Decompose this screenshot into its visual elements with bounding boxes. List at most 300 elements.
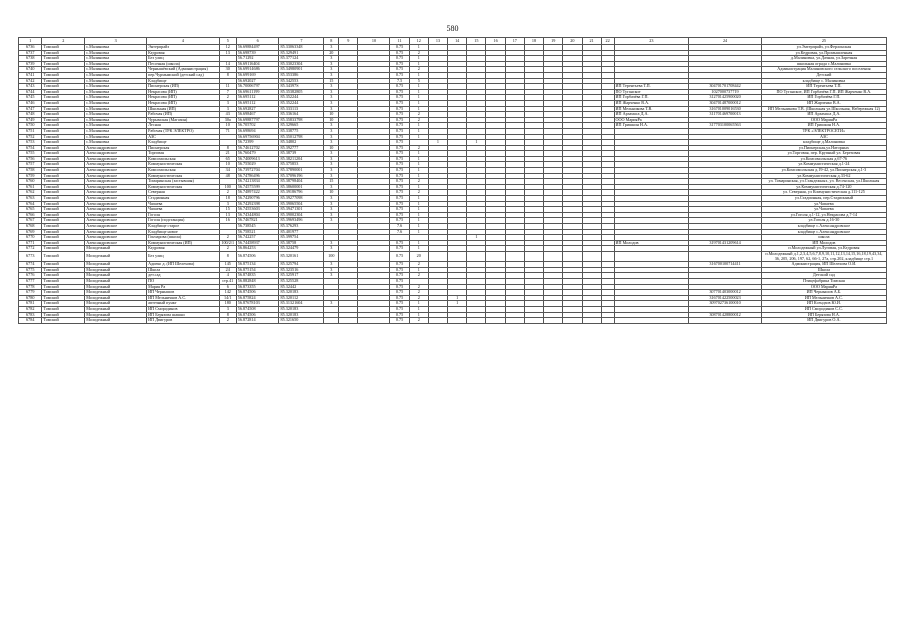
table-cell: 56.698739 xyxy=(236,50,279,56)
table-cell: 85.338775 xyxy=(279,128,324,134)
table-cell: 1 xyxy=(428,140,447,146)
table-cell: 2 xyxy=(409,273,428,279)
table-cell: 1 xyxy=(409,267,428,273)
table-cell: 319701431209614 xyxy=(689,240,762,246)
table-cell: Стадионная xyxy=(147,196,220,202)
table-cell: 12 xyxy=(219,45,236,51)
table-cell: 85.376293 xyxy=(279,224,324,230)
table-cell: 56.882848 xyxy=(236,278,279,284)
table-cell: 0.75 xyxy=(390,134,409,140)
table-cell: Некрасова (ИП) xyxy=(147,89,220,95)
table-cell: ИП Гришкин Н.А. xyxy=(761,123,886,129)
table-cell: Гоголя xyxy=(147,212,220,218)
table-cell: 1 xyxy=(409,61,428,67)
table-cell: 15 xyxy=(324,78,339,84)
table-cell: Адиеко д. (ИП Шелехова) xyxy=(147,262,220,268)
table-cell: 10 xyxy=(324,117,339,123)
table-cell: 85.399754 xyxy=(279,235,324,241)
table-cell: 1 xyxy=(409,89,428,95)
table-cell: Томский xyxy=(42,246,85,252)
table-cell: ИП Горбачёва Г.П. xyxy=(614,95,689,101)
table-cell: Томский xyxy=(42,100,85,106)
table-cell: Александровское xyxy=(85,201,147,207)
table-cell: Кладбище старое xyxy=(147,224,220,230)
table-cell: 1 xyxy=(409,184,428,190)
table-cell: Школа xyxy=(761,267,886,273)
table-cell: 6752 xyxy=(19,134,42,140)
table-cell: 1 xyxy=(409,207,428,213)
table-cell: Томский xyxy=(42,67,85,73)
table-cell: Чапаева xyxy=(147,201,220,207)
table-cell: Томский xyxy=(42,224,85,230)
table-cell: с.Малиновка xyxy=(85,45,147,51)
table-cell xyxy=(467,251,486,261)
table-cell: Песочная (школа) xyxy=(147,61,220,67)
table-cell: 6754 xyxy=(19,145,42,151)
table-cell: Птицефабрика Томская xyxy=(761,278,886,284)
table-cell: 6744 xyxy=(19,89,42,95)
column-number: 25 xyxy=(761,38,886,45)
table-cell: 308701428800012 xyxy=(689,312,762,318)
table-cell: ул.Кедровая, ул.Промышленная xyxy=(761,50,886,56)
table-cell: 10 xyxy=(219,123,236,129)
table-cell: 0.75 xyxy=(390,50,409,56)
table-cell: Чернышёвский (Администрация) xyxy=(147,67,220,73)
table-cell: 0.75 xyxy=(390,273,409,279)
table-cell: п.Молодежный д.1,2,3,4,5,6,7,8,9,10,11,12,13,14,15,16,18,19,43,34, 36, 205, 206, 197, 62, 66-1, 27а, стр.202, кладбище стр.1 xyxy=(761,251,886,261)
table-cell: 7.5 xyxy=(390,78,409,84)
table-cell: 3 xyxy=(324,95,339,101)
table-cell: 1 xyxy=(467,235,486,241)
table-cell: 100 xyxy=(219,184,236,190)
table-cell: 56.74786496 xyxy=(236,173,279,179)
table-cell: 85.39186796 xyxy=(279,190,324,196)
table-cell: 56.872814 xyxy=(236,318,279,324)
table-cell xyxy=(505,318,524,324)
table-cell: 85.329665 xyxy=(279,123,324,129)
table-cell: 85.320183 xyxy=(279,290,324,296)
table-cell: ул.Пионерская,ул.Наторных xyxy=(761,145,886,151)
table-cell: Томский xyxy=(42,190,85,196)
table-cell: 85.39693496 xyxy=(279,218,324,224)
table-cell: 56.875154 xyxy=(236,267,279,273)
table-cell: 2 xyxy=(409,145,428,151)
table-cell: 56.72399 xyxy=(236,140,279,146)
table-cell: 0.75 xyxy=(390,95,409,101)
table-cell: 56.692027 xyxy=(236,78,279,84)
table-cell: 3 xyxy=(324,84,339,90)
table-cell: 312701425900020 xyxy=(689,95,762,101)
table-cell: 145 xyxy=(219,262,236,268)
table-cell xyxy=(614,251,689,261)
table-cell: 7.6 xyxy=(390,224,409,230)
table-cell: Александровское xyxy=(85,190,147,196)
table-cell: 0.75 xyxy=(390,201,409,207)
table-cell: Александровское xyxy=(85,235,147,241)
table-cell: 3 xyxy=(324,123,339,129)
table-cell: 2 xyxy=(409,117,428,123)
table-cell: Томский xyxy=(42,50,85,56)
table-cell: Александровское xyxy=(85,184,147,190)
table-cell: 3 xyxy=(324,162,339,168)
table-cell: Молодежный xyxy=(85,246,147,252)
table-cell: 85.37890001 xyxy=(279,168,324,174)
table-cell: 56.760479 xyxy=(236,151,279,157)
table-cell: Коммунистическая xyxy=(147,173,220,179)
table-cell: Томский xyxy=(42,229,85,235)
table-cell: 3 xyxy=(324,273,339,279)
table-cell: ИП Арзамаса Д.А. xyxy=(761,112,886,118)
table-cell: 85.38739 xyxy=(279,151,324,157)
table-cell: 56.74553603 xyxy=(236,207,279,213)
table-cell: 0.75 xyxy=(390,106,409,112)
table-cell: 0.75 xyxy=(390,156,409,162)
table-cell: 1 xyxy=(409,84,428,90)
table-cell: 56.695112 xyxy=(236,95,279,101)
table-cell: Томский xyxy=(42,156,85,162)
table-cell: 1 xyxy=(409,201,428,207)
table-cell: 6777 xyxy=(19,278,42,284)
table-cell: 1 xyxy=(409,100,428,106)
table-cell xyxy=(582,318,601,324)
table-cell: 6 xyxy=(219,284,236,290)
table-cell: 20 xyxy=(409,251,428,261)
table-cell: 56.69887797 xyxy=(236,117,279,123)
table-cell: 304701487000012 xyxy=(689,100,762,106)
table-cell: 56.74292398 xyxy=(236,201,279,207)
table-cell: 10 xyxy=(324,190,339,196)
table-cell xyxy=(428,251,447,261)
table-cell: 56.69884497 xyxy=(236,45,279,51)
registry-table-container xyxy=(18,37,887,324)
table-cell: 6741 xyxy=(19,72,42,78)
table-cell: АЗС xyxy=(147,134,220,140)
table-body xyxy=(19,45,887,324)
table-cell: кладбище с. Малиновка xyxy=(761,78,886,84)
table-cell: Молодежный xyxy=(85,318,147,324)
table-cell: 85.35382805 xyxy=(279,89,324,95)
table-cell: Администрация, ИП Шелехова О.И. xyxy=(761,262,886,268)
table-cell: 3 xyxy=(219,201,236,207)
table-cell: 11 xyxy=(219,84,236,90)
table-cell: 0.75 xyxy=(390,145,409,151)
table-cell: 56.874506 xyxy=(236,312,279,318)
table-cell: 3 xyxy=(324,196,339,202)
table-cell: Томский xyxy=(42,117,85,123)
table-cell: 7.6 xyxy=(390,229,409,235)
table-cell xyxy=(524,251,543,261)
column-number: 22 xyxy=(601,38,614,45)
table-cell: 56.74213834 xyxy=(236,179,279,185)
table-cell: Александровское xyxy=(85,151,147,157)
table-cell: ул.Стадионная, пер.Стадионный xyxy=(761,196,886,202)
table-cell: Томский xyxy=(42,196,85,202)
table-cell: 1 xyxy=(409,173,428,179)
table-cell: Комсомольская xyxy=(147,168,220,174)
table-row xyxy=(19,318,887,324)
table-cell: 3 xyxy=(324,128,339,134)
table-cell: 6783 xyxy=(19,312,42,318)
column-number: 16 xyxy=(486,38,505,45)
table-cell xyxy=(524,318,543,324)
table-cell: 6753 xyxy=(19,140,42,146)
table-cell: 3 xyxy=(324,207,339,213)
column-number: 4 xyxy=(147,38,220,45)
table-cell: 6766 xyxy=(19,212,42,218)
table-cell: 0.75 xyxy=(390,128,409,134)
table-cell: Молодежный xyxy=(85,306,147,312)
table-cell xyxy=(544,318,563,324)
table-cell: 0.75 xyxy=(390,278,409,284)
table-cell: 85.325794 xyxy=(279,262,324,268)
table-cell: 56.70006797 xyxy=(236,84,279,90)
table-cell: 6762 xyxy=(19,190,42,196)
table-cell: ПО Туганское, ИП Горбачёва Г.П. ИП Жарченко В.А. xyxy=(761,89,886,95)
table-cell: 0.75 xyxy=(390,190,409,196)
table-cell: 2 xyxy=(409,112,428,118)
table-cell: с.Малиновка xyxy=(85,128,147,134)
table-cell: 13 xyxy=(219,212,236,218)
table-cell: 0.75 xyxy=(390,100,409,106)
table-cell: 6782 xyxy=(19,306,42,312)
table-cell: 85.33023304 xyxy=(279,61,324,67)
table-cell: 10 xyxy=(219,162,236,168)
table-cell: 85.34980901 xyxy=(279,67,324,73)
table-cell: 6768 xyxy=(19,224,42,230)
table-cell: с.Малиновка xyxy=(85,95,147,101)
table-cell: 21 xyxy=(219,151,236,157)
table-cell: Томский xyxy=(42,218,85,224)
table-cell: Некрасова (ИП) xyxy=(147,100,220,106)
table-cell: 0.75 xyxy=(390,301,409,307)
table-cell: 0.75 xyxy=(390,117,409,123)
table-cell: 0.75 xyxy=(390,162,409,168)
table-cell: 14 xyxy=(219,61,236,67)
table-cell: ИП Берязова шашки xyxy=(147,312,220,318)
table-cell: 3 xyxy=(324,134,339,140)
table-cell: 2 xyxy=(409,67,428,73)
table-cell: Томский xyxy=(42,251,85,261)
table-cell: 0.75 xyxy=(390,72,409,78)
table-cell xyxy=(339,251,358,261)
table-cell: 6772 xyxy=(19,246,42,252)
table-cell: 0.75 xyxy=(390,61,409,67)
table-cell: 6755 xyxy=(19,151,42,157)
table-cell: 2 xyxy=(219,246,236,252)
table-cell: 8 xyxy=(219,312,236,318)
column-number: 23 xyxy=(614,38,689,45)
table-cell: 3 xyxy=(324,240,339,246)
table-row xyxy=(19,251,887,261)
column-number: 14 xyxy=(448,38,467,45)
table-cell: 3 xyxy=(324,246,339,252)
column-number: 1 xyxy=(19,38,42,45)
table-cell: 2 xyxy=(409,318,428,324)
table-cell: 8 xyxy=(219,72,236,78)
table-cell: Томский xyxy=(42,173,85,179)
table-cell: Томский xyxy=(42,168,85,174)
table-cell xyxy=(339,318,358,324)
table-cell: 1 xyxy=(409,134,428,140)
table-cell: 3 xyxy=(324,212,339,218)
table-cell xyxy=(563,318,582,324)
table-cell: ИП Двигуров О.А. xyxy=(761,318,886,324)
table-cell: 0.75 xyxy=(390,89,409,95)
table-cell: 6758 xyxy=(19,168,42,174)
table-cell: 85.320161 xyxy=(279,251,324,261)
table-cell: АЗС xyxy=(761,134,886,140)
table-cell: 6763 xyxy=(19,196,42,202)
table-cell: Томский xyxy=(42,78,85,84)
column-number: 2 xyxy=(42,38,85,45)
table-cell: 6740 xyxy=(19,67,42,73)
table-cell: 6771 xyxy=(19,240,42,246)
registry-table xyxy=(18,37,887,324)
table-cell: 85.375853 xyxy=(279,162,324,168)
table-cell: Лесная xyxy=(147,123,220,129)
table-cell: ул.Комсомольская д.67-76 xyxy=(761,156,886,162)
table-cell: 6751 xyxy=(19,128,42,134)
table-cell: 6743 xyxy=(19,84,42,90)
table-cell: Александровское xyxy=(85,162,147,168)
table-cell: 56.699169 xyxy=(236,72,279,78)
table-cell: 316701009016530 xyxy=(689,106,762,112)
table-cell: 85.320112 xyxy=(279,295,324,301)
table-cell: 85.401977 xyxy=(279,229,324,235)
table-cell: 56.873355 xyxy=(236,284,279,290)
table-cell: 0.75 xyxy=(390,184,409,190)
table-cell: ИП Смородинов xyxy=(147,306,220,312)
table-cell: 6773 xyxy=(19,251,42,261)
table-cell: 0.75 xyxy=(390,251,409,261)
table-cell: 6749 xyxy=(19,117,42,123)
table-cell: Томский xyxy=(42,140,85,146)
table-cell: 85.325917 xyxy=(279,273,324,279)
table-cell: 18 xyxy=(219,196,236,202)
table-cell: 1 xyxy=(409,301,428,307)
table-cell: кладбище д.Малиновка xyxy=(761,140,886,146)
table-cell: 1 xyxy=(409,156,428,162)
table-cell: 56.69756904 xyxy=(236,134,279,140)
table-cell: 0.75 xyxy=(390,290,409,296)
table-cell: 1 xyxy=(409,106,428,112)
table-cell: 6761 xyxy=(19,184,42,190)
table-cell: 0.75 xyxy=(390,112,409,118)
table-cell: ООО МарияРа xyxy=(761,117,886,123)
table-cell: 56.875824 xyxy=(236,295,279,301)
table-cell: 317703100065563 xyxy=(689,123,762,129)
table-cell xyxy=(563,251,582,261)
table-cell: Александровское xyxy=(85,196,147,202)
table-cell: с.Малиновка xyxy=(85,78,147,84)
table-cell: 85.33063348 xyxy=(279,45,324,51)
table-cell: 10 xyxy=(324,145,339,151)
table-cell: 1 xyxy=(409,95,428,101)
table-cell: 304701701708442 xyxy=(689,84,762,90)
table-cell: 0.75 xyxy=(390,284,409,290)
table-cell: ул.Коммунистическая д.1-24 xyxy=(761,162,886,168)
table-cell: ул.Коммунистическая д.74-120 xyxy=(761,184,886,190)
table-cell: Гоголя (подстанция) xyxy=(147,218,220,224)
table-cell: 85.35012798 xyxy=(279,134,324,140)
table-cell: ИП Мельникова Т.В. (Школьная ул.Школьная, Набережная 12) xyxy=(761,106,886,112)
table-cell: 2 xyxy=(409,295,428,301)
table-cell: Томский xyxy=(42,128,85,134)
table-cell: 14/1 xyxy=(219,295,236,301)
table-cell: Коммунистическая xyxy=(147,162,220,168)
table-cell: Молодежный xyxy=(85,312,147,318)
table-cell: Томский xyxy=(42,312,85,318)
table-cell: 0.75 xyxy=(390,318,409,324)
table-cell: ул.Гоголя д.1-12, ул.Некрасова д.7-14 xyxy=(761,212,886,218)
table-cell: 85.377124 xyxy=(279,56,324,62)
table-cell: 85.38211204 xyxy=(279,156,324,162)
table-cell: Томаринская (застывшая) xyxy=(147,179,220,185)
column-number: 6 xyxy=(236,38,279,45)
table-cell: 85.352244 xyxy=(279,95,324,101)
table-cell: Томский xyxy=(42,84,85,90)
table-cell: 1 xyxy=(448,301,467,307)
table-cell: 85.38798404 xyxy=(279,179,324,185)
table-cell: 3 xyxy=(324,218,339,224)
table-cell xyxy=(689,318,762,324)
column-number: 13 xyxy=(428,38,447,45)
table-cell: 85.39277098 xyxy=(279,196,324,202)
table-cell: 1 xyxy=(409,229,428,235)
table-cell: 8 xyxy=(219,251,236,261)
table-cell: Томский xyxy=(42,72,85,78)
table-cell: ул.Торговая, пер. Крупный ул. Березовая xyxy=(761,151,886,157)
table-cell: Детский сад xyxy=(761,273,886,279)
table-cell: 56.74344804 xyxy=(236,212,279,218)
table-cell: 142 xyxy=(219,290,236,296)
table-cell: Томский xyxy=(42,235,85,241)
table-cell: 56.74897422 xyxy=(236,190,279,196)
table-cell: 0.75 xyxy=(390,196,409,202)
table-cell xyxy=(614,318,689,324)
table-cell: 1 xyxy=(409,56,428,62)
table-cell: 56.698694 xyxy=(236,128,279,134)
table-cell: ул. Томаринская, ул.Стандежных, ул. Весенская, ул.Школьная xyxy=(761,179,886,185)
table-cell: Томский xyxy=(42,212,85,218)
table-cell: 85.324479 xyxy=(279,246,324,252)
table-cell: ИП Двигуров xyxy=(147,318,220,324)
table-cell: 6781 xyxy=(19,301,42,307)
table-cell: 1 xyxy=(409,45,428,51)
table-cell: 56.87678103 xyxy=(236,301,279,307)
table-cell: 85.39471301 xyxy=(279,207,324,213)
table-cell: 316701422500023 xyxy=(689,295,762,301)
table-cell: с.Малиновка xyxy=(85,84,147,90)
table-cell: 0.75 xyxy=(390,312,409,318)
table-cell: Кладбище xyxy=(147,140,220,146)
table-cell: 85.38758 xyxy=(279,240,324,246)
table-cell: 6760 xyxy=(19,179,42,185)
table-cell: 56.875134 xyxy=(236,262,279,268)
table-cell: 6784 xyxy=(19,318,42,324)
table-cell: Пионерская (ИП) xyxy=(147,84,220,90)
table-cell: Томский xyxy=(42,240,85,246)
table-cell: 6770 xyxy=(19,235,42,241)
table-cell: 3 xyxy=(324,201,339,207)
table-cell: 1 xyxy=(409,123,428,129)
column-number: 18 xyxy=(524,38,543,45)
table-cell: 307701403000012 xyxy=(689,290,762,296)
table-cell: ИП Смородинов С.С. xyxy=(761,306,886,312)
table-cell: ИП Мельникова Т.В. xyxy=(614,106,689,112)
column-number: 19 xyxy=(544,38,563,45)
table-cell xyxy=(467,318,486,324)
